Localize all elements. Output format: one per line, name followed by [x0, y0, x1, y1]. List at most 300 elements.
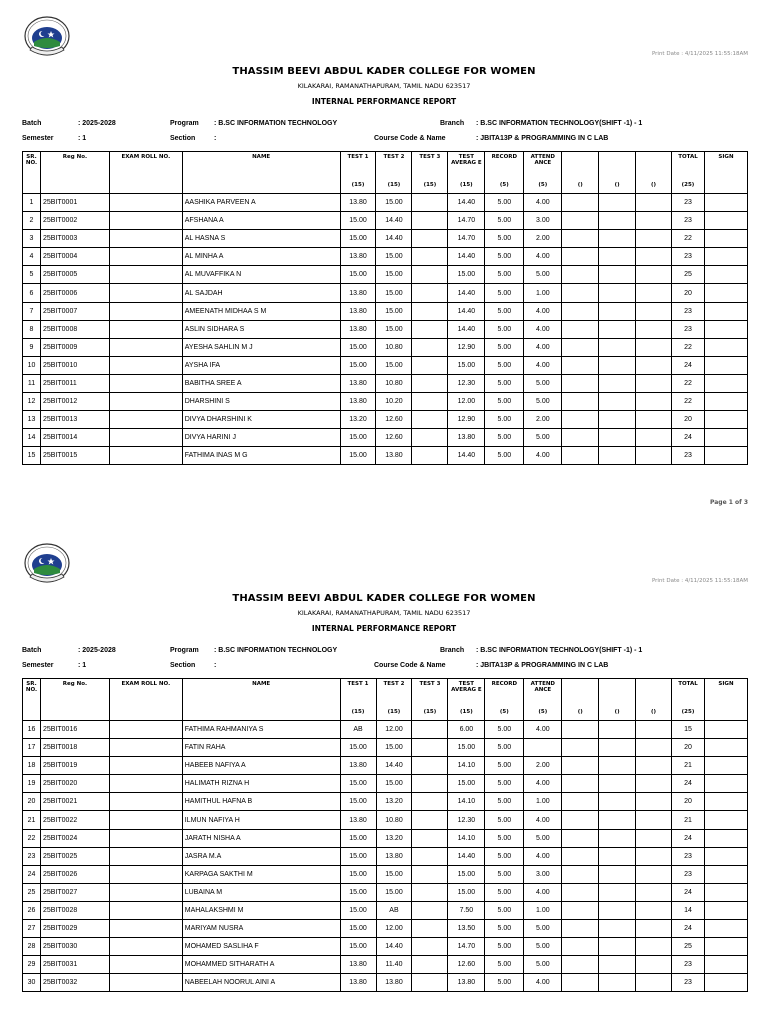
record-cell: 5.00: [485, 757, 524, 775]
test1-cell: 15.00: [340, 266, 376, 284]
test-average-cell: 15.00: [448, 775, 485, 793]
reg-no-cell: 25BIT0003: [40, 230, 109, 248]
col-test3: TEST 3 (15): [412, 679, 448, 721]
blank-3-cell: [636, 212, 672, 230]
record-cell: 5.00: [485, 847, 524, 865]
test2-cell: 13.20: [376, 829, 412, 847]
page-number: Page 1 of 3: [710, 499, 748, 506]
total-cell: 24: [672, 775, 705, 793]
reg-no-cell: 25BIT0018: [40, 739, 109, 757]
record-cell: 5.00: [485, 411, 524, 429]
blank-1-cell: [562, 721, 599, 739]
branch-label: Branch: [440, 120, 465, 127]
record-cell: 5.00: [485, 248, 524, 266]
attendance-cell: 3.00: [524, 865, 562, 883]
col-total: TOTAL (25): [672, 152, 705, 194]
attendance-cell: 4.00: [524, 302, 562, 320]
program-value: : B.SC INFORMATION TECHNOLOGY: [214, 120, 338, 127]
total-cell: 20: [672, 793, 705, 811]
test2-cell: 11.40: [376, 956, 412, 974]
attendance-cell: 1.00: [524, 284, 562, 302]
sign-cell: [704, 284, 747, 302]
section-value: :: [214, 135, 217, 142]
blank-2-cell: [599, 920, 636, 938]
test-average-cell: 15.00: [448, 883, 485, 901]
exam-roll-cell: [109, 429, 182, 447]
total-cell: 22: [672, 230, 705, 248]
test1-cell: 13.20: [340, 411, 376, 429]
name-cell: MOHAMMED SITHARATH A: [182, 956, 340, 974]
attendance-cell: 4.00: [524, 721, 562, 739]
branch-label: Branch: [440, 647, 465, 654]
sr-cell: 2: [23, 212, 41, 230]
blank-3-cell: [636, 974, 672, 992]
test-average-cell: 15.00: [448, 865, 485, 883]
sign-cell: [704, 230, 747, 248]
sr-cell: 6: [23, 284, 41, 302]
blank-1-cell: [562, 429, 599, 447]
test3-cell: [412, 338, 448, 356]
table-header-row: [23, 679, 748, 721]
test1-cell: 13.80: [340, 956, 376, 974]
sr-cell: 17: [23, 739, 41, 757]
test1-cell: 15.00: [340, 338, 376, 356]
attendance-cell: 5.00: [524, 938, 562, 956]
blank-2-cell: [599, 393, 636, 411]
exam-roll-cell: [109, 793, 182, 811]
sr-cell: 22: [23, 829, 41, 847]
blank-3-cell: [636, 356, 672, 374]
blank-3-cell: [636, 901, 672, 919]
record-cell: 5.00: [485, 212, 524, 230]
name-cell: AL HASNA S: [182, 230, 340, 248]
blank-2-cell: [599, 212, 636, 230]
test2-cell: 12.60: [376, 411, 412, 429]
blank-3-cell: [636, 302, 672, 320]
test3-cell: [412, 811, 448, 829]
total-cell: 25: [672, 266, 705, 284]
test3-cell: [412, 883, 448, 901]
test-average-cell: 12.60: [448, 956, 485, 974]
name-cell: FATIN RAHA: [182, 739, 340, 757]
blank-1-cell: [562, 938, 599, 956]
col-blank-1: (): [562, 679, 599, 721]
sr-cell: 8: [23, 320, 41, 338]
test-average-cell: 12.30: [448, 811, 485, 829]
test2-cell: 12.60: [376, 429, 412, 447]
blank-1-cell: [562, 411, 599, 429]
test-average-cell: 15.00: [448, 356, 485, 374]
sr-cell: 23: [23, 847, 41, 865]
reg-no-cell: 25BIT0021: [40, 793, 109, 811]
program-label: Program: [170, 120, 199, 127]
test2-cell: 15.00: [376, 194, 412, 212]
test1-cell: 15.00: [340, 739, 376, 757]
college-address: KILAKARAI, RAMANATHAPURAM, TAMIL NADU 623517: [297, 609, 471, 617]
total-cell: 23: [672, 956, 705, 974]
blank-2-cell: [599, 757, 636, 775]
blank-2-cell: [599, 320, 636, 338]
print-date: Print Date : 4/11/2025 11:55:18AM: [651, 578, 748, 584]
test3-cell: [412, 356, 448, 374]
attendance-cell: 1.00: [524, 901, 562, 919]
test1-cell: 13.80: [340, 374, 376, 392]
test1-cell: 13.80: [340, 248, 376, 266]
blank-3-cell: [636, 938, 672, 956]
blank-1-cell: [562, 393, 599, 411]
test3-cell: [412, 248, 448, 266]
test3-cell: [412, 865, 448, 883]
course-value: : JBITA13P & PROGRAMMING IN C LAB: [476, 135, 609, 142]
record-cell: 5.00: [485, 938, 524, 956]
marks-table: [22, 151, 748, 465]
blank-1-cell: [562, 338, 599, 356]
total-cell: 15: [672, 721, 705, 739]
sr-cell: 24: [23, 865, 41, 883]
attendance-cell: 5.00: [524, 393, 562, 411]
blank-2-cell: [599, 230, 636, 248]
total-cell: 22: [672, 338, 705, 356]
name-cell: FATHIMA RAHMANIYA S: [182, 721, 340, 739]
blank-2-cell: [599, 847, 636, 865]
test3-cell: [412, 739, 448, 757]
sign-cell: [704, 920, 747, 938]
test1-cell: 13.80: [340, 757, 376, 775]
reg-no-cell: 25BIT0012: [40, 393, 109, 411]
table-row: [23, 847, 748, 865]
blank-3-cell: [636, 847, 672, 865]
college-logo-icon: [22, 14, 72, 62]
reg-no-cell: 25BIT0015: [40, 447, 109, 465]
name-cell: KARPAGA SAKTHI M: [182, 865, 340, 883]
sr-cell: 20: [23, 793, 41, 811]
name-cell: MAHALAKSHMI M: [182, 901, 340, 919]
test3-cell: [412, 230, 448, 248]
name-cell: AASHIKA PARVEEN A: [182, 194, 340, 212]
blank-2-cell: [599, 338, 636, 356]
test2-cell: 14.40: [376, 212, 412, 230]
exam-roll-cell: [109, 338, 182, 356]
blank-3-cell: [636, 374, 672, 392]
table-row: [23, 865, 748, 883]
blank-2-cell: [599, 974, 636, 992]
test-average-cell: 12.30: [448, 374, 485, 392]
test2-cell: 15.00: [376, 356, 412, 374]
attendance-cell: 2.00: [524, 411, 562, 429]
sign-cell: [704, 194, 747, 212]
attendance-cell: 4.00: [524, 775, 562, 793]
exam-roll-cell: [109, 901, 182, 919]
blank-3-cell: [636, 811, 672, 829]
total-cell: 23: [672, 847, 705, 865]
record-cell: 5.00: [485, 901, 524, 919]
blank-2-cell: [599, 411, 636, 429]
sr-cell: 10: [23, 356, 41, 374]
marks-table: [22, 678, 748, 992]
col-reg-no: Reg No.: [40, 679, 109, 721]
attendance-cell: 5.00: [524, 374, 562, 392]
test-average-cell: 14.70: [448, 212, 485, 230]
test2-cell: 10.20: [376, 393, 412, 411]
total-cell: 23: [672, 248, 705, 266]
college-name: THASSIM BEEVI ABDUL KADER COLLEGE FOR WOMEN: [232, 593, 536, 604]
col-sr: SR. NO.: [23, 679, 41, 721]
record-cell: 5.00: [485, 775, 524, 793]
blank-2-cell: [599, 429, 636, 447]
blank-2-cell: [599, 721, 636, 739]
record-cell: 5.00: [485, 793, 524, 811]
test-average-cell: 14.40: [448, 447, 485, 465]
blank-3-cell: [636, 411, 672, 429]
sr-cell: 4: [23, 248, 41, 266]
total-cell: 23: [672, 974, 705, 992]
test3-cell: [412, 938, 448, 956]
blank-1-cell: [562, 302, 599, 320]
test-average-cell: 14.10: [448, 793, 485, 811]
name-cell: DHARSHINI S: [182, 393, 340, 411]
record-cell: 5.00: [485, 429, 524, 447]
sr-cell: 18: [23, 757, 41, 775]
reg-no-cell: 25BIT0032: [40, 974, 109, 992]
name-cell: NABEELAH NOORUL AINI A: [182, 974, 340, 992]
test2-cell: 10.80: [376, 374, 412, 392]
total-cell: 24: [672, 356, 705, 374]
record-cell: 5.00: [485, 320, 524, 338]
test1-cell: 13.80: [340, 811, 376, 829]
name-cell: MARIYAM NUSRA: [182, 920, 340, 938]
course-label: Course Code & Name: [374, 662, 446, 669]
attendance-cell: 2.00: [524, 757, 562, 775]
test-average-cell: 14.10: [448, 757, 485, 775]
table-row: [23, 230, 748, 248]
sr-cell: 25: [23, 883, 41, 901]
name-cell: ILMUN NAFIYA H: [182, 811, 340, 829]
test2-cell: 14.40: [376, 757, 412, 775]
sign-cell: [704, 320, 747, 338]
test3-cell: [412, 757, 448, 775]
attendance-cell: 4.00: [524, 974, 562, 992]
exam-roll-cell: [109, 266, 182, 284]
table-row: [23, 447, 748, 465]
blank-2-cell: [599, 284, 636, 302]
test3-cell: [412, 194, 448, 212]
name-cell: AYSHA IFA: [182, 356, 340, 374]
sign-cell: [704, 811, 747, 829]
test1-cell: 15.00: [340, 865, 376, 883]
test2-cell: 13.20: [376, 793, 412, 811]
exam-roll-cell: [109, 212, 182, 230]
attendance-cell: 4.00: [524, 320, 562, 338]
col-test-average: TEST AVERAG E (15): [448, 679, 485, 721]
test-average-cell: 7.50: [448, 901, 485, 919]
record-cell: 5.00: [485, 920, 524, 938]
blank-2-cell: [599, 302, 636, 320]
attendance-cell: [524, 739, 562, 757]
test-average-cell: 14.70: [448, 230, 485, 248]
sign-cell: [704, 266, 747, 284]
col-test1: TEST 1 (15): [340, 152, 376, 194]
test1-cell: 15.00: [340, 212, 376, 230]
blank-1-cell: [562, 829, 599, 847]
sign-cell: [704, 901, 747, 919]
blank-3-cell: [636, 284, 672, 302]
blank-2-cell: [599, 447, 636, 465]
batch-label: Batch: [22, 647, 42, 654]
exam-roll-cell: [109, 302, 182, 320]
sign-cell: [704, 374, 747, 392]
blank-1-cell: [562, 974, 599, 992]
record-cell: 5.00: [485, 739, 524, 757]
sr-cell: 15: [23, 447, 41, 465]
col-attendance: ATTEND ANCE (5): [524, 152, 562, 194]
table-row: [23, 956, 748, 974]
exam-roll-cell: [109, 956, 182, 974]
table-row: [23, 829, 748, 847]
table-header-row: [23, 152, 748, 194]
test1-cell: 15.00: [340, 920, 376, 938]
test3-cell: [412, 721, 448, 739]
blank-1-cell: [562, 230, 599, 248]
table-row: [23, 284, 748, 302]
name-cell: AYESHA SAHLIN M J: [182, 338, 340, 356]
blank-2-cell: [599, 266, 636, 284]
test-average-cell: 14.40: [448, 284, 485, 302]
attendance-cell: 5.00: [524, 266, 562, 284]
total-cell: 23: [672, 320, 705, 338]
name-cell: HAMITHUL HAFNA B: [182, 793, 340, 811]
exam-roll-cell: [109, 811, 182, 829]
total-cell: 23: [672, 447, 705, 465]
total-cell: 21: [672, 757, 705, 775]
col-record: RECORD (5): [485, 679, 524, 721]
sign-cell: [704, 429, 747, 447]
table-row: [23, 374, 748, 392]
test3-cell: [412, 284, 448, 302]
reg-no-cell: 25BIT0030: [40, 938, 109, 956]
exam-roll-cell: [109, 320, 182, 338]
blank-2-cell: [599, 865, 636, 883]
col-blank-2: (): [599, 679, 636, 721]
blank-2-cell: [599, 793, 636, 811]
name-cell: JASRA M.A: [182, 847, 340, 865]
test-average-cell: 14.70: [448, 938, 485, 956]
test-average-cell: 13.50: [448, 920, 485, 938]
sign-cell: [704, 847, 747, 865]
test1-cell: 15.00: [340, 230, 376, 248]
sign-cell: [704, 721, 747, 739]
sr-cell: 3: [23, 230, 41, 248]
sign-cell: [704, 302, 747, 320]
attendance-cell: 4.00: [524, 248, 562, 266]
blank-3-cell: [636, 721, 672, 739]
name-cell: AMEENATH MIDHAA S M: [182, 302, 340, 320]
sign-cell: [704, 883, 747, 901]
test2-cell: 10.80: [376, 811, 412, 829]
reg-no-cell: 25BIT0004: [40, 248, 109, 266]
table-row: [23, 721, 748, 739]
name-cell: MOHAMED SASLIHA F: [182, 938, 340, 956]
sign-cell: [704, 356, 747, 374]
col-sign: SIGN: [704, 152, 747, 194]
name-cell: FATHIMA INAS M G: [182, 447, 340, 465]
test3-cell: [412, 393, 448, 411]
sr-cell: 16: [23, 721, 41, 739]
reg-no-cell: 25BIT0027: [40, 883, 109, 901]
exam-roll-cell: [109, 248, 182, 266]
name-cell: BABITHA SREE A: [182, 374, 340, 392]
attendance-cell: 1.00: [524, 793, 562, 811]
col-blank-2: (): [599, 152, 636, 194]
test1-cell: 15.00: [340, 883, 376, 901]
sr-cell: 27: [23, 920, 41, 938]
table-row: [23, 429, 748, 447]
attendance-cell: 4.00: [524, 356, 562, 374]
attendance-cell: 3.00: [524, 212, 562, 230]
table-row: [23, 739, 748, 757]
blank-1-cell: [562, 356, 599, 374]
table-row: [23, 811, 748, 829]
sign-cell: [704, 248, 747, 266]
reg-no-cell: 25BIT0001: [40, 194, 109, 212]
section-label: Section: [170, 662, 196, 669]
reg-no-cell: 25BIT0006: [40, 284, 109, 302]
attendance-cell: 5.00: [524, 956, 562, 974]
exam-roll-cell: [109, 411, 182, 429]
record-cell: 5.00: [485, 721, 524, 739]
blank-2-cell: [599, 883, 636, 901]
blank-1-cell: [562, 266, 599, 284]
col-sr: SR. NO.: [23, 152, 41, 194]
name-cell: HABEEB NAFIYA A: [182, 757, 340, 775]
total-cell: 23: [672, 212, 705, 230]
exam-roll-cell: [109, 230, 182, 248]
sign-cell: [704, 393, 747, 411]
branch-value: : B.SC INFORMATION TECHNOLOGY(SHIFT -1) - 1: [476, 647, 643, 654]
attendance-cell: 5.00: [524, 429, 562, 447]
attendance-cell: 4.00: [524, 847, 562, 865]
blank-2-cell: [599, 739, 636, 757]
blank-2-cell: [599, 901, 636, 919]
test2-cell: 12.00: [376, 721, 412, 739]
col-blank-3: (): [636, 152, 672, 194]
name-cell: DIVYA DHARSHINI K: [182, 411, 340, 429]
blank-3-cell: [636, 956, 672, 974]
blank-3-cell: [636, 338, 672, 356]
col-test3: TEST 3 (15): [412, 152, 448, 194]
test3-cell: [412, 956, 448, 974]
blank-2-cell: [599, 775, 636, 793]
col-exam-roll: EXAM ROLL NO.: [109, 152, 182, 194]
test1-cell: 13.80: [340, 194, 376, 212]
branch-value: : B.SC INFORMATION TECHNOLOGY(SHIFT -1) - 1: [476, 120, 643, 127]
record-cell: 5.00: [485, 284, 524, 302]
reg-no-cell: 25BIT0028: [40, 901, 109, 919]
exam-roll-cell: [109, 920, 182, 938]
sr-cell: 26: [23, 901, 41, 919]
test3-cell: [412, 447, 448, 465]
blank-1-cell: [562, 447, 599, 465]
blank-2-cell: [599, 194, 636, 212]
test1-cell: 13.80: [340, 302, 376, 320]
blank-3-cell: [636, 447, 672, 465]
sr-cell: 21: [23, 811, 41, 829]
sr-cell: 19: [23, 775, 41, 793]
blank-1-cell: [562, 284, 599, 302]
test2-cell: 14.40: [376, 230, 412, 248]
total-cell: 23: [672, 302, 705, 320]
attendance-cell: 4.00: [524, 194, 562, 212]
reg-no-cell: 25BIT0022: [40, 811, 109, 829]
